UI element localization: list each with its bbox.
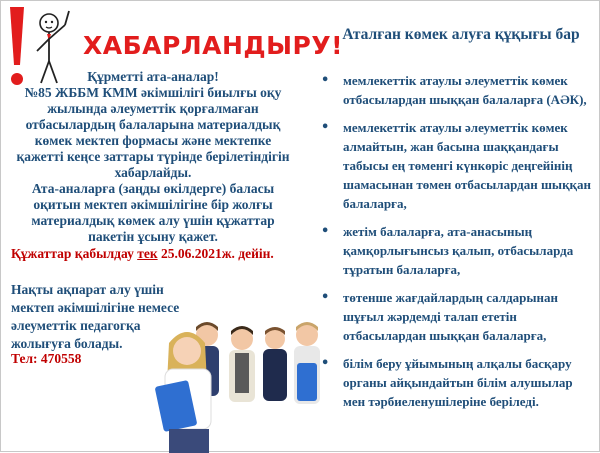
list-item: • мемлекеттік атаулы әлеуметтік көмек отбасылардан шыққан балаларға (АӘК),	[321, 73, 587, 107]
right-column	[301, 1, 600, 453]
deadline-prefix: Құжаттар қабылдау	[11, 246, 138, 261]
info-text: Нақты ақпарат алу үшін мектеп әкімшілігіне немесе әлеуметтік педагогқа жолығуға болады.	[11, 282, 180, 351]
eligibility-title: Аталған көмек алуға құқығы бар	[342, 26, 580, 43]
list-item: • жетім балаларға, ата-анасының қамқорлығынсыз қалып, отбасыларда тұратын балаларға,	[321, 224, 574, 277]
list-item: • төтенше жағдайлардың салдарынан шұғыл жәрдемді талап ететін отбасылардан шыққан балаларға,	[321, 290, 559, 343]
bullet-icon: •	[321, 73, 330, 88]
child-figure	[155, 332, 211, 453]
bullet-icon: •	[321, 356, 330, 371]
phone-number: Тел: 470558	[11, 351, 82, 366]
announcement-text	[13, 69, 293, 245]
deadline-emphasis: тек	[137, 246, 158, 261]
bullet-icon: •	[321, 120, 330, 135]
deadline-notice	[11, 245, 297, 263]
bullet-icon: •	[321, 290, 330, 305]
greeting: Құрметті ата-аналар!	[87, 69, 219, 84]
child-figure	[263, 327, 287, 401]
deadline-suffix: 25.06.2021ж. дейін.	[157, 246, 274, 261]
list-item: • білім беру ұйымының алқалы басқару органы айқындайтын білім алушылар мен тәрбиеленушілеріне беріледі.	[321, 356, 573, 409]
page-title: ХАБАРЛАНДЫРУ!	[83, 31, 344, 60]
list-item: • мемлекеттік атаулы әлеуметтік көмек алмайтын, жан басына шаққандағы табысы ең төменгі күнкөріс деңгейінің шамасынан төмен отбасылардан шыққан балаларға,	[321, 120, 592, 211]
child-figure	[229, 326, 255, 402]
eligibility-list	[317, 71, 597, 420]
bullet-icon: •	[321, 224, 330, 239]
documents-request: Ата-аналарға (заңды өкілдерге) баласы оқитын мектеп әкімшілігіне бір жолғы материалдық көмек алу үшін құжаттар пакетін ұсыну қажет.	[31, 181, 275, 244]
announcement-body: №85 ЖББМ КММ әкімшілігі биылғы оқу жылында әлеуметтік қорғалмаған отбасылардың балаларына материалдық көмек мектеп формасы және мектепке қажетті кеңсе заттары түрінде берілетіндігін хабарлайды.	[16, 85, 290, 180]
